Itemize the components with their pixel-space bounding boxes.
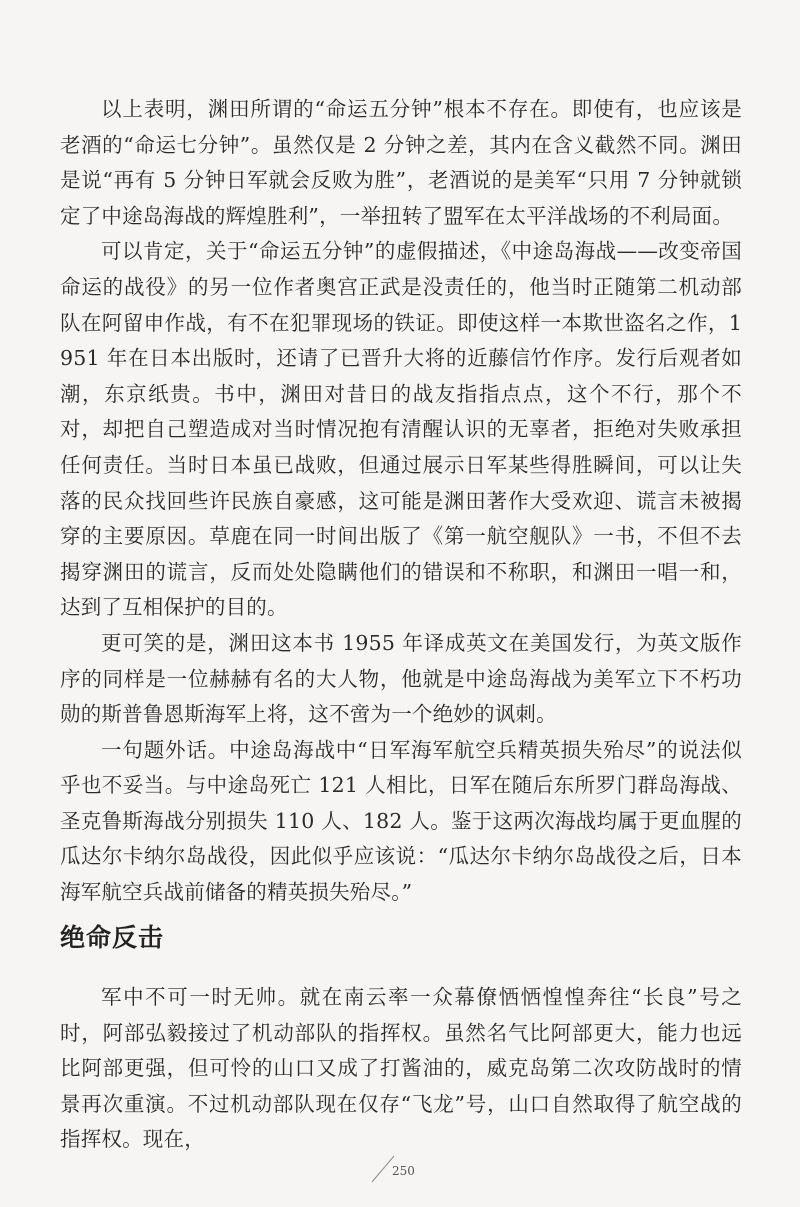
paragraph-1: 以上表明，渊田所谓的“命运五分钟”根本不存在。即使有，也应该是老酒的“命运七分钟”。虽然仅是 2 分钟之差，其内在含义截然不同。渊田是说“再有 5 分钟日军就会反败为胜”，老酒说的是美军“只用 7 分钟就锁定了中途岛海战的辉煌胜利”，一举扭转了盟军在太平洋战场的不利局面。 [60, 97, 742, 228]
paragraph-3: 更可笑的是，渊田这本书 1955 年译成英文在美国发行，为英文版作序的同样是一位赫赫有名的大人物，他就是中途岛海战为美军立下不朽功勋的斯普鲁恩斯海军上将，这不啻为一个绝妙的讽刺。 [60, 630, 742, 727]
paragraph-4: 一句题外话。中途岛海战中“日军海军航空兵精英损失殆尽”的说法似乎也不妥当。与中途岛死亡 121 人相比，日军在随后东所罗门群岛海战、圣克鲁斯海战分别损失 110 人、182 人。鉴于这两次海战均属于更血腥的瓜达尔卡纳尔岛战役，因此似乎应该说：“瓜达尔卡纳尔岛战役之后，日本海军航空兵战前储备的精英损失殆尽。” [60, 737, 742, 905]
page-footer [368, 1150, 438, 1190]
main-text [60, 92, 742, 911]
section-text [60, 980, 742, 1158]
page-number: 250 [392, 1164, 415, 1178]
paragraph-2: 可以肯定，关于“命运五分钟”的虚假描述，《中途岛海战——改变帝国命运的战役》的另一位作者奥宫正武是没责任的，他当时正随第二机动部队在阿留申作战，有不在犯罪现场的铁证。即使这样一本欺世盗名之作，1951 年在日本出版时，还请了已晋升大将的近藤信竹作序。发行后观者如潮，东京纸贵。书中，渊田对昔日的战友指指点点，这个不行，那个不对，却把自己塑造成对当时情况抱有清醒认识的无辜者，拒绝对失败承担任何责任。当时日本虽已战败，但通过展示日军某些得胜瞬间，可以让失落的民众找回些许民族自豪感，这可能是渊田著作大受欢迎、谎言未被揭穿的主要原因。草鹿在同一时间出版了《第一航空舰队》一书，不但不去揭穿渊田的谎言，反而处处隐瞒他们的错误和不称职，和渊田一唱一和，达到了互相保护的目的。 [60, 239, 742, 620]
section-title: 绝命反击 [60, 923, 165, 952]
section-paragraph-1: 军中不可一时无帅。就在南云率一众幕僚恓恓惶惶奔往“长良”号之时，阿部弘毅接过了机动部队的指挥权。虽然名气比阿部更大，能力也远比阿部更强，但可怜的山口又成了打酱油的，威克岛第二次攻防战时的情景再次重演。不过机动部队现在仅存“飞龙”号，山口自然取得了航空战的指挥权。现在， [60, 985, 742, 1152]
